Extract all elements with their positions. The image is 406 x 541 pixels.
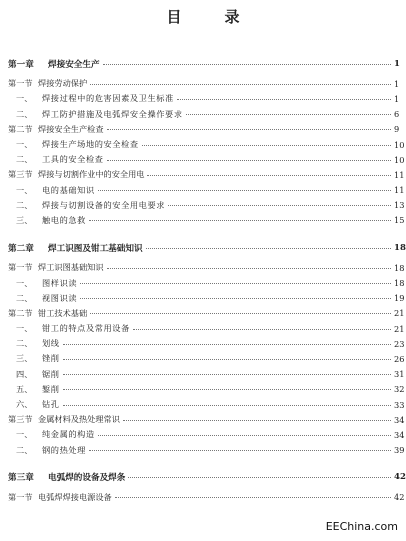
toc-title: 焊接与切割设备的安全用电要求 (42, 199, 166, 210)
dot-leader (63, 404, 391, 406)
toc-title: 焊接与切割作业中的安全用电 (38, 169, 145, 180)
toc-title: 工具的安全检查 (42, 154, 104, 165)
toc-label: 二、 (16, 199, 33, 210)
dot-leader (63, 388, 391, 390)
toc-page-number: 18 (394, 262, 405, 273)
dot-leader (147, 174, 391, 176)
toc-label: 第二节 (8, 123, 33, 134)
toc-title: 焊接劳动保护 (38, 78, 88, 89)
toc-title: 划线 (42, 338, 60, 349)
dot-leader (63, 373, 391, 375)
toc-page-number: 19 (394, 293, 405, 304)
toc-section-row (8, 76, 406, 91)
page-title: 目 录 (166, 8, 254, 26)
toc-page-number: 18 (394, 242, 406, 253)
dot-leader (107, 267, 391, 269)
dot-leader (103, 63, 391, 65)
dot-leader (63, 343, 391, 345)
toc-page-number: 10 (394, 154, 405, 165)
toc-title: 锉削 (42, 353, 60, 364)
dot-leader (133, 328, 391, 330)
dot-leader (146, 247, 391, 249)
toc-title: 电的基础知识 (42, 184, 95, 195)
dot-leader (168, 204, 391, 206)
table-of-contents (8, 56, 406, 505)
toc-label: 三、 (16, 214, 33, 225)
toc-item-row (8, 137, 406, 152)
dot-leader (115, 496, 391, 498)
toc-item-row (8, 213, 406, 228)
dot-leader (89, 449, 391, 451)
toc-title: 钻孔 (42, 399, 60, 410)
toc-page-number: 34 (394, 429, 405, 440)
toc-label: 二、 (16, 154, 33, 165)
toc-title: 电弧焊焊接电源设备 (38, 491, 112, 502)
toc-item-row (8, 382, 406, 397)
toc-page-number: 42 (394, 472, 406, 483)
toc-item-row (8, 367, 406, 382)
toc-title: 触电的急救 (42, 214, 86, 225)
toc-title: 焊接安全生产 (48, 59, 100, 70)
toc-section-row (8, 412, 406, 427)
toc-page-number: 34 (394, 414, 405, 425)
toc-page-number: 23 (394, 338, 405, 349)
dot-leader (123, 419, 391, 421)
toc-page-number: 11 (394, 169, 405, 180)
toc-page-number: 6 (394, 109, 400, 120)
toc-title: 钳工技术基础 (38, 307, 88, 318)
toc-page-number: 1 (394, 58, 400, 69)
toc-item-row (8, 183, 406, 198)
toc-item-row (8, 107, 406, 122)
toc-section-row (8, 122, 406, 137)
dot-leader (107, 128, 391, 130)
toc-page-number: 10 (394, 139, 405, 150)
dot-leader (177, 98, 391, 100)
toc-item-row (8, 427, 406, 442)
toc-label: 二、 (16, 338, 33, 349)
toc-item-row (8, 275, 406, 290)
toc-item-row (8, 152, 406, 167)
toc-section-row (8, 490, 406, 505)
toc-title: 錾削 (42, 383, 60, 394)
toc-title: 金属材料及热处理常识 (38, 414, 120, 425)
toc-title: 焊接生产场地的安全检查 (42, 139, 139, 150)
toc-label: 第一章 (8, 59, 34, 70)
dot-leader (90, 312, 391, 314)
toc-chapter-row (8, 470, 406, 485)
toc-label: 第二节 (8, 307, 33, 318)
toc-title: 钳工的特点及常用设备 (42, 323, 130, 334)
toc-title: 焊工识图及钳工基础知识 (48, 243, 143, 254)
toc-item-row (8, 291, 406, 306)
toc-label: 一、 (16, 184, 33, 195)
dot-leader (89, 219, 391, 221)
toc-title: 电弧焊的设备及焊条 (48, 473, 126, 484)
dot-leader (98, 189, 391, 191)
toc-section-row (8, 306, 406, 321)
toc-title: 纯金属的构造 (42, 429, 95, 440)
toc-label: 第一节 (8, 491, 33, 502)
toc-page-number: 1 (394, 93, 400, 104)
dot-leader (80, 297, 391, 299)
toc-page-number: 31 (394, 369, 405, 380)
toc-page-number: 21 (394, 308, 405, 319)
toc-page-number: 11 (394, 185, 405, 196)
toc-label: 第一节 (8, 78, 33, 89)
toc-title: 焊工识图基础知识 (38, 262, 104, 273)
toc-label: 一、 (16, 429, 33, 440)
toc-title: 焊接过程中的危害因素及卫生标准 (42, 93, 174, 104)
toc-label: 第三节 (8, 169, 33, 180)
toc-item-row (8, 351, 406, 366)
toc-title: 锯削 (42, 368, 60, 379)
toc-label: 一、 (16, 139, 33, 150)
toc-section-row (8, 260, 406, 275)
toc-label: 一、 (16, 277, 33, 288)
toc-page-number: 26 (394, 353, 405, 364)
toc-label: 六、 (16, 399, 33, 410)
toc-page-number: 9 (394, 124, 400, 135)
toc-page-number: 1 (394, 78, 400, 89)
toc-item-row (8, 397, 406, 412)
toc-label: 第一节 (8, 262, 33, 273)
dot-leader (80, 282, 391, 284)
toc-chapter-row (8, 56, 406, 71)
toc-label: 第三节 (8, 414, 33, 425)
toc-label: 第三章 (8, 473, 34, 484)
toc-page-number: 18 (394, 278, 405, 289)
dot-leader (128, 476, 391, 478)
dot-leader (186, 113, 391, 115)
toc-label: 第二章 (8, 243, 34, 254)
dot-leader (98, 434, 391, 436)
toc-page-number: 33 (394, 399, 405, 410)
toc-title: 焊接安全生产检查 (38, 123, 104, 134)
toc-section-row (8, 167, 406, 182)
toc-label: 一、 (16, 323, 33, 334)
dot-leader (90, 83, 391, 85)
toc-label: 三、 (16, 353, 33, 364)
dot-leader (107, 159, 391, 161)
toc-page-number: 39 (394, 445, 405, 456)
toc-item-row (8, 198, 406, 213)
toc-chapter-row (8, 240, 406, 255)
toc-page-number: 15 (394, 215, 405, 226)
toc-label: 一、 (16, 93, 33, 104)
toc-page-number: 32 (394, 384, 405, 395)
toc-item-row (8, 321, 406, 336)
toc-title: 焊工防护措施及电弧焊安全操作要求 (42, 108, 183, 119)
toc-page-number: 21 (394, 323, 405, 334)
toc-title: 视图识读 (42, 292, 78, 303)
toc-label: 四、 (16, 368, 33, 379)
toc-label: 二、 (16, 292, 33, 303)
watermark: EEChina.com (325, 520, 398, 533)
toc-page-number: 42 (394, 492, 405, 503)
dot-leader (63, 358, 391, 360)
toc-page-number: 13 (394, 200, 405, 211)
toc-label: 五、 (16, 383, 33, 394)
toc-title: 钢的热处理 (42, 444, 86, 455)
toc-item-row (8, 336, 406, 351)
toc-item-row (8, 91, 406, 106)
toc-title: 图样识读 (42, 277, 78, 288)
toc-item-row (8, 443, 406, 458)
dot-leader (142, 144, 391, 146)
toc-label: 二、 (16, 444, 33, 455)
toc-label: 二、 (16, 108, 33, 119)
